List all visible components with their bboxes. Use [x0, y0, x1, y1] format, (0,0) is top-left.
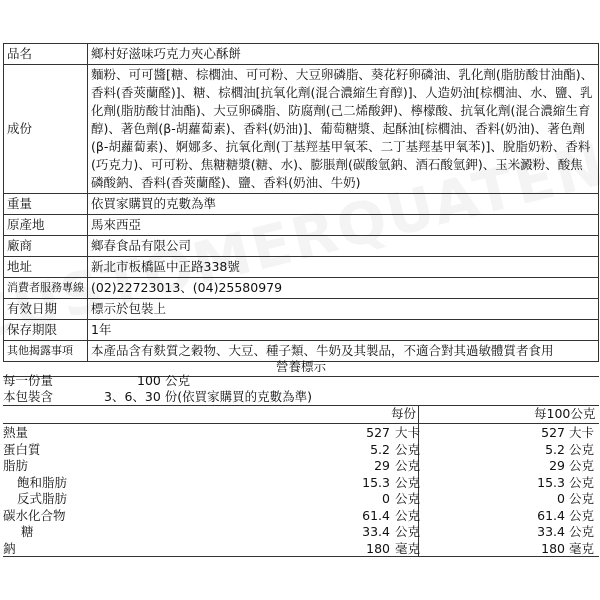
- per-serving-value: 29: [374, 458, 390, 473]
- info-row: [4, 278, 599, 299]
- per-100g-value: 180: [541, 540, 565, 556]
- serving-size-label: 每一份量: [3, 373, 54, 388]
- per-serving-unit: 公克: [395, 458, 421, 473]
- info-row: [4, 257, 599, 278]
- info-label: 有效日期: [4, 299, 88, 320]
- info-row: [4, 320, 599, 341]
- info-value: 馬來西亞: [88, 215, 599, 236]
- nutrition-row: [3, 490, 599, 507]
- per-100g-unit: 公克: [569, 458, 595, 473]
- nutrition-title: 營養標示: [3, 358, 599, 377]
- info-value: 鄉村好滋味巧克力夾心酥餅: [88, 44, 599, 65]
- per-serving-value: 527: [366, 425, 390, 440]
- info-value: 標示於包裝上: [88, 299, 599, 320]
- info-label: 保存期限: [4, 320, 88, 341]
- column-header-per-serving: 每份: [391, 406, 417, 421]
- per-serving-value: 61.4: [362, 507, 390, 523]
- per-100g-value: 15.3: [537, 474, 565, 490]
- per-serving-unit: 大卡: [395, 425, 421, 440]
- per-serving-unit: 公克: [395, 507, 421, 523]
- info-value: 新北市板橋區中正路338號: [88, 257, 599, 278]
- bottom-divider: [3, 556, 599, 557]
- per-serving-value: 0: [382, 491, 390, 506]
- product-info-table: [3, 43, 599, 362]
- per-serving-unit: 公克: [395, 474, 421, 490]
- per-100g-unit: 大卡: [569, 425, 595, 440]
- serving-size-value: 100: [137, 373, 161, 388]
- per-100g-unit: 公克: [569, 507, 595, 523]
- nutrition-row: [3, 441, 599, 458]
- nutrient-name: 蛋白質: [3, 441, 41, 457]
- per-serving-unit: 公克: [395, 524, 421, 539]
- info-row: [4, 299, 599, 320]
- serving-size-unit: 公克: [165, 373, 191, 388]
- package-servings-label: 本包裝含: [3, 389, 54, 404]
- per-100g-unit: 公克: [569, 524, 595, 539]
- info-value: (02)22723013、(04)25580979: [88, 278, 599, 299]
- info-value: 1年: [88, 320, 599, 341]
- info-label: 重量: [4, 194, 88, 215]
- nutrition-row: [3, 424, 599, 441]
- info-value: 依買家購買的克數為準: [88, 194, 599, 215]
- per-100g-unit: 公克: [569, 441, 595, 457]
- per-100g-value: 29: [549, 458, 565, 473]
- info-label: 品名: [4, 44, 88, 65]
- nutrition-row: [3, 523, 599, 540]
- nutrition-row: [3, 474, 599, 491]
- info-row: [4, 236, 599, 257]
- info-label: 原產地: [4, 215, 88, 236]
- per-100g-value: 527: [541, 425, 565, 440]
- nutrient-name: 脂肪: [3, 458, 29, 473]
- info-label: 地址: [4, 257, 88, 278]
- info-value: 麵粉、可可醬[糖、棕櫚油、可可粉、大豆卵磷脂、葵花籽卵磷油、乳化劑(脂肪酸甘油酯)、香料(香莢蘭醛)]、糖、棕櫚油[抗氧化劑(混合濃縮生育醇)]、人造奶油[棕櫚油、水、鹽、乳化劑(脂肪酸甘油酯)、大豆卵磷脂、防腐劑(己二烯酸鉀)、檸檬酸、抗氧化劑(混合濃縮生育醇)、著色劑(β-胡蘿蔔素)、香料(奶油)]、葡萄糖漿、起酥油[棕櫚油、香料(奶油)、著色劑(β-胡蘿蔔素)、婀娜多、抗氧化劑(丁基羥基甲氧苯、二丁基羥基甲氧苯)]、脫脂奶粉、香料(巧克力)、可可粉、焦糖糖漿(糖、水)、膨脹劑(碳酸氫鈉、酒石酸氫鉀)、玉米澱粉、酸焦磷酸鈉、香料(香莢蘭醛)、鹽、香料(奶油、牛奶): [88, 65, 599, 194]
- nutrient-name: 反式脂肪: [17, 491, 68, 506]
- info-label: 廠商: [4, 236, 88, 257]
- per-serving-unit: 公克: [395, 491, 421, 506]
- per-serving-value: 33.4: [362, 524, 390, 539]
- per-100g-unit: 公克: [569, 474, 595, 490]
- column-header-per-100g: 每100公克: [534, 406, 596, 421]
- per-100g-unit: 公克: [569, 491, 595, 506]
- nutrition-row: [3, 507, 599, 524]
- per-serving-value: 15.3: [362, 474, 390, 490]
- nutrition-row: [3, 540, 599, 557]
- info-row: [4, 215, 599, 236]
- info-label: 其他揭露事項: [4, 341, 88, 362]
- info-row: [4, 44, 599, 65]
- info-label: 成份: [4, 65, 88, 194]
- per-serving-unit: 公克: [395, 441, 421, 457]
- per-100g-value: 33.4: [537, 524, 565, 539]
- per-100g-value: 61.4: [537, 507, 565, 523]
- nutrient-name: 鈉: [3, 540, 16, 556]
- per-100g-value: 5.2: [545, 441, 565, 457]
- per-100g-unit: 毫克: [569, 540, 595, 556]
- nutrient-name: 糖: [21, 524, 34, 539]
- per-serving-value: 180: [366, 540, 390, 556]
- info-label: 消費者服務專線: [4, 278, 88, 299]
- divider: [3, 405, 599, 406]
- nutrient-name: 飽和脂肪: [17, 474, 68, 490]
- info-row: [4, 65, 599, 194]
- info-row: [4, 194, 599, 215]
- info-value: 鄉春食品有限公司: [88, 236, 599, 257]
- info-value: 本產品含有麩質之穀物、大豆、種子類、牛奶及其製品，不適合對其過敏體質者食用: [88, 341, 599, 362]
- per-serving-value: 5.2: [370, 441, 390, 457]
- per-100g-value: 0: [557, 491, 565, 506]
- nutrient-name: 熱量: [3, 425, 29, 440]
- package-servings-value: 3、6、30 份(依買家購買的克數為準): [104, 389, 313, 404]
- per-serving-unit: 毫克: [395, 540, 421, 556]
- nutrient-name: 碳水化合物: [3, 507, 66, 523]
- nutrition-row: [3, 457, 599, 474]
